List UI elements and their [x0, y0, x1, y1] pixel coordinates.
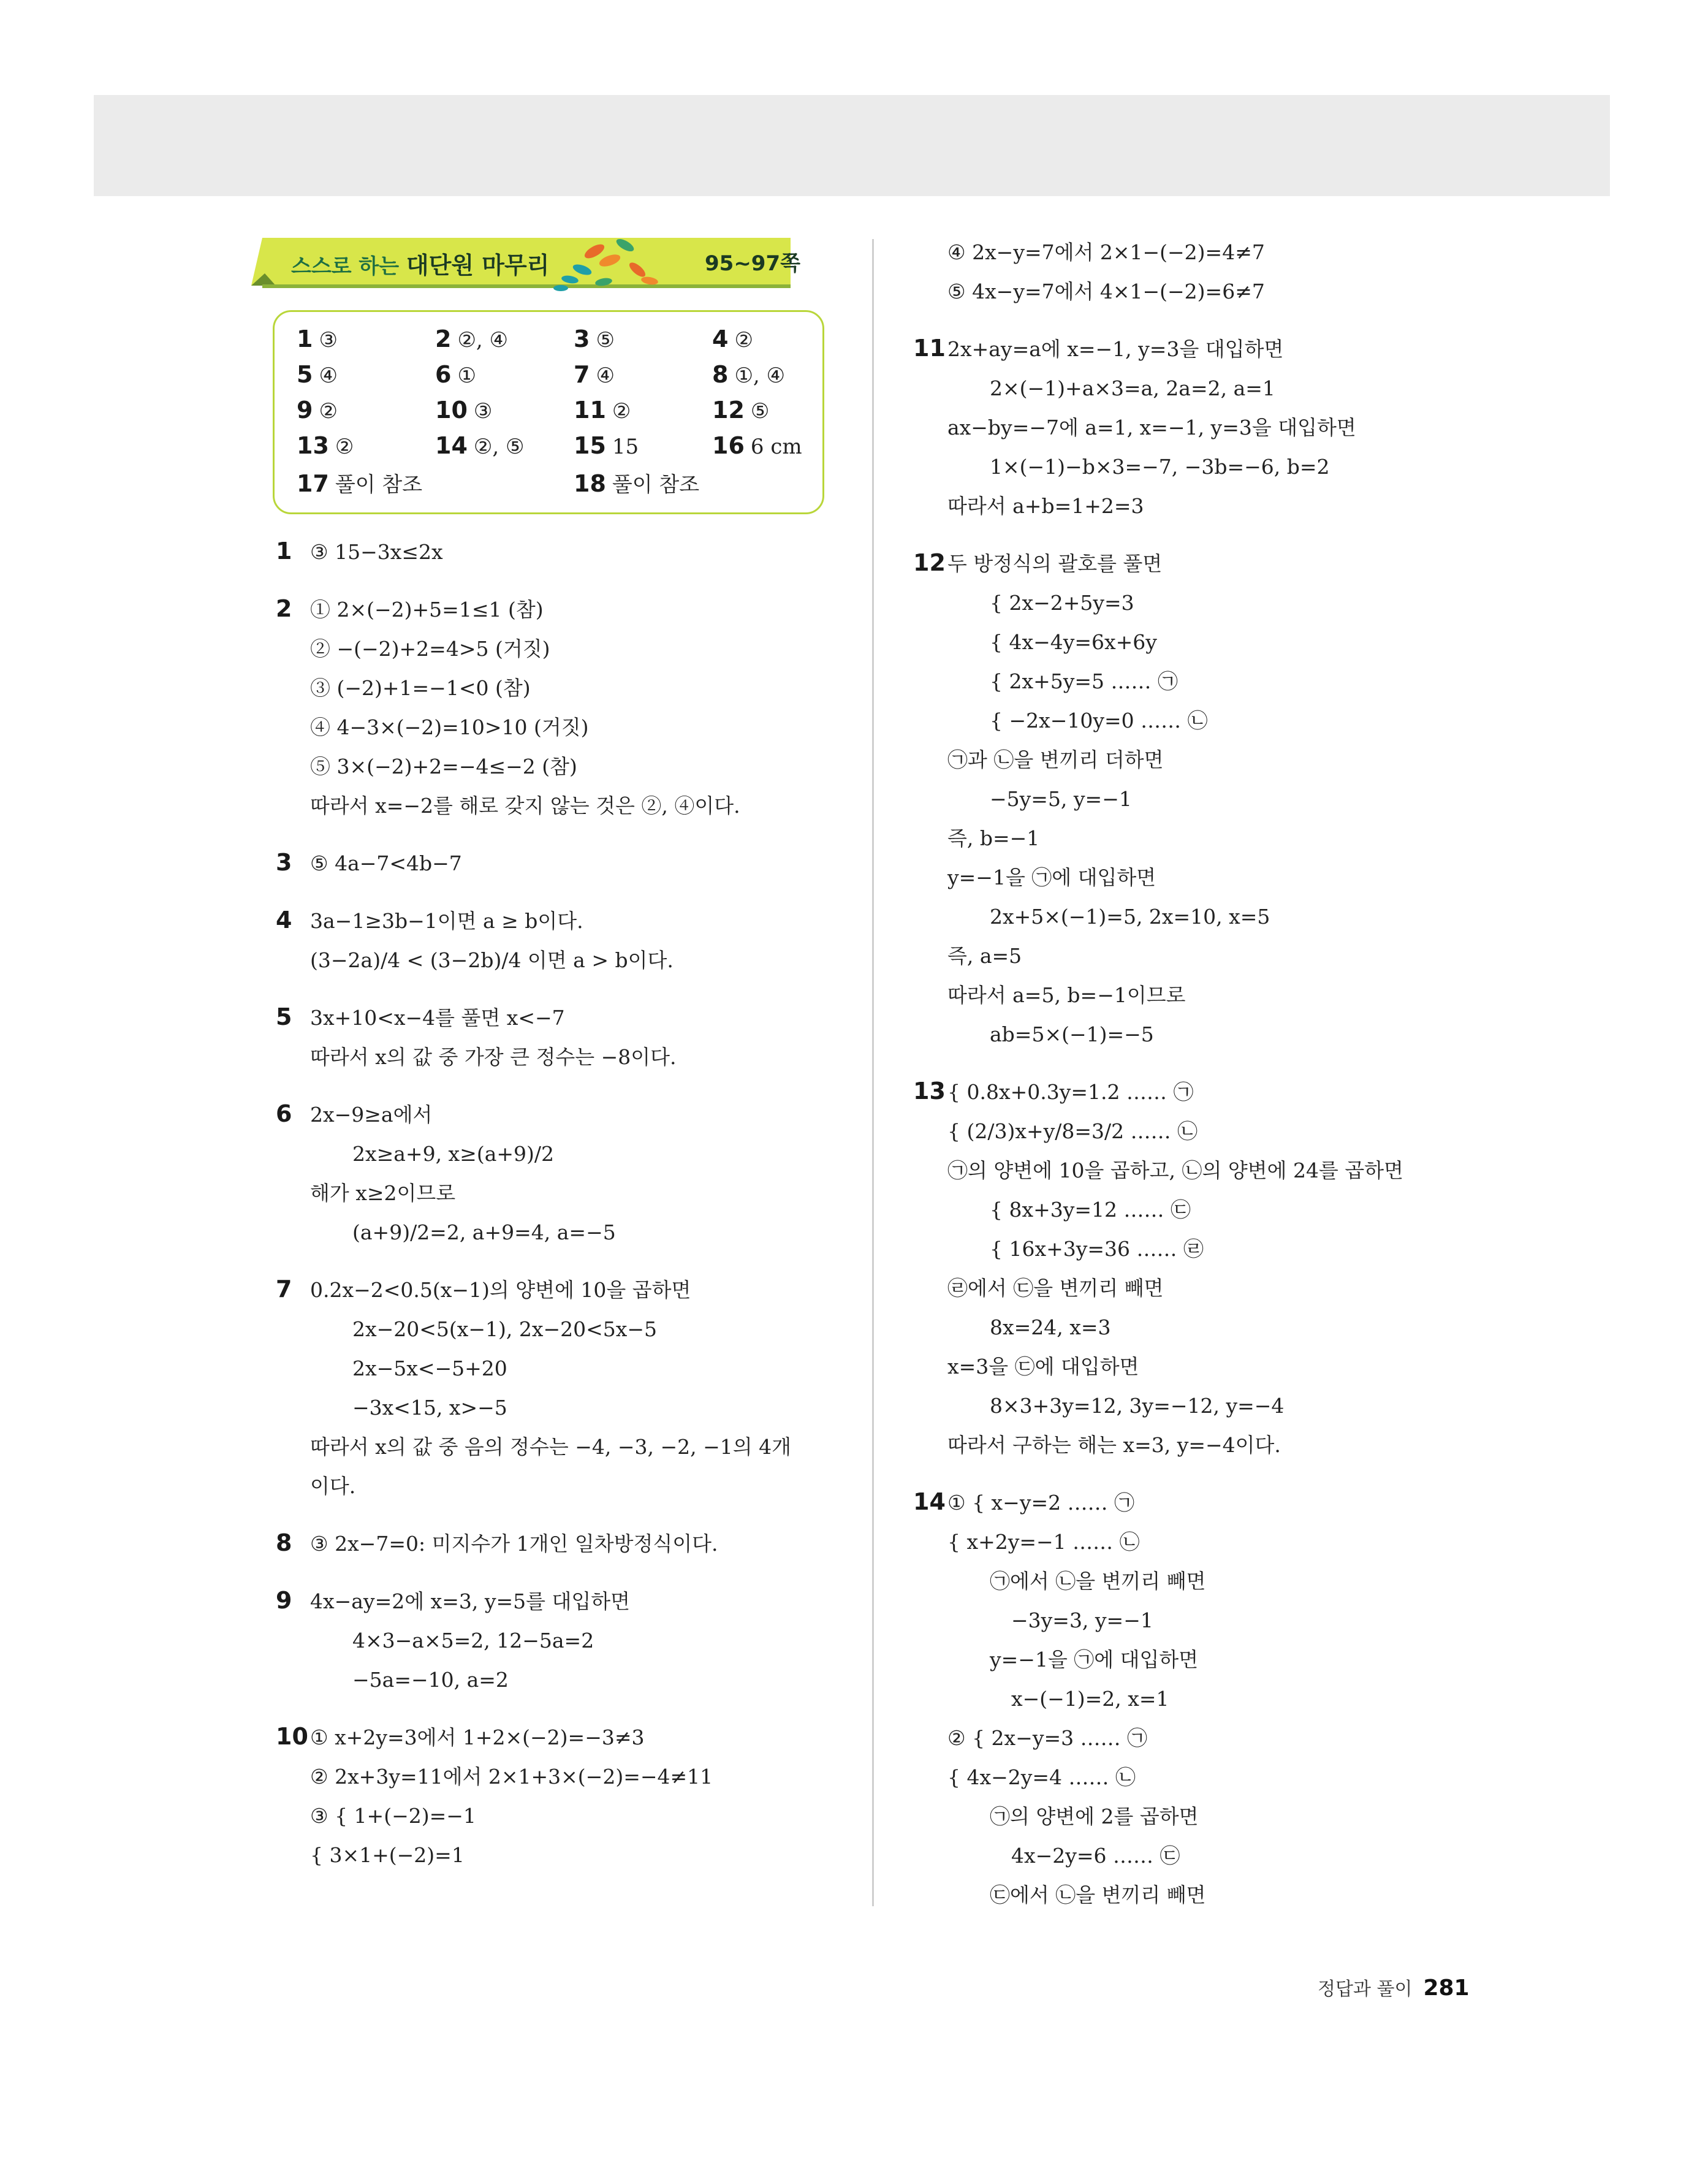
solution-7: 7 0.2x−2<0.5(x−1)의 양변에 10을 곱하면 2x−20<5(x−1), 2x−20<5x−5 2x−5x<−5+20 −3x<15, x>−5 따라서 x의 값 중 음의 정수는 −4, −3, −2, −1의 4개 이다. — [276, 1276, 791, 1498]
banner-pages: 95~97쪽 — [705, 251, 800, 276]
answer-cell: 15 15 — [574, 432, 639, 459]
solution-6: 6 2x−9≥a에서 2x≥a+9, x≥(a+9)/2 해가 x≥2이므로 (a+9)/2=2, a+9=4, a=−5 — [276, 1100, 616, 1244]
page-footer — [1318, 1974, 1470, 2001]
answer-cell: 16 6 cm — [712, 432, 802, 459]
solution-5: 5 3x+10<x−4를 풀면 x<−7 따라서 x의 값 중 가장 큰 정수는 −8이다. — [276, 1003, 677, 1069]
solution-1: 1 ③ 15−3x≤2x — [276, 538, 443, 565]
answer-cell: 18 풀이 참조 — [574, 470, 700, 497]
answer-cell: 7 ④ — [574, 361, 615, 388]
top-header-band — [94, 95, 1610, 196]
solution-9: 9 4x−ay=2에 x=3, y=5를 대입하면 4×3−a×5=2, 12−5a=2 −5a=−10, a=2 — [276, 1587, 630, 1692]
answer-cell: 12 ⑤ — [712, 397, 770, 424]
solution-12: 12두 방정식의 괄호를 풀면 { 2x−2+5y=3 { 4x−4y=6x+6y { 2x+5y=5 …… ㉠ { −2x−10y=0 …… ㉡ ㉠과 ㉡을 변끼리 더하면 −5y=5, y=−1 즉, b=−1 y=−1을 ㉠에 대입하면 2x+5×(−1)=5, 2x=10, x=5 즉, a=5 따라서 a=5, b=−1이므로 ab=5×(−1)=−5 — [913, 549, 1270, 1046]
page-number: 281 — [1423, 1976, 1470, 2001]
answer-cell: 13 ② — [297, 432, 354, 459]
right-column — [913, 233, 1501, 1915]
answer-key-box — [273, 310, 824, 514]
solution-4: 4 3a−1≥3b−1이면 a ≥ b이다. (3−2a)/4 < (3−2b)/4 이면 a > b이다. — [276, 907, 674, 972]
solution-3: 3 ⑤ 4a−7<4b−7 — [276, 849, 462, 876]
solution-11: 112x+ay=a에 x=−1, y=3을 대입하면 2×(−1)+a×3=a, 2a=2, a=1 ax−by=−7에 a=1, x=−1, y=3을 대입하면 1×(−1)−b×3=−7, −3b=−6, b=2 따라서 a+b=1+2=3 — [913, 335, 1356, 518]
section-banner — [251, 233, 803, 292]
answer-cell: 11 ② — [574, 397, 631, 424]
answer-cell: 8 ①, ④ — [712, 361, 786, 388]
banner-title: 스스로 하는 대단원 마무리 — [291, 252, 550, 279]
solution-13: 13{ 0.8x+0.3y=1.2 …… ㉠ { (2/3)x+y/8=3/2 …… ㉡ ㉠의 양변에 10을 곱하고, ㉡의 양변에 24를 곱하면 { 8x+3y=12 …… ㉢ { 16x+3y=36 …… ㉣ ㉣에서 ㉢을 변끼리 빼면 8x=24, x=3 x=3을 ㉢에 대입하면 8×3+3y=12, 3y=−12, y=−4 따라서 구하는 해는 x=3, y=−4이다. — [913, 1078, 1403, 1457]
answer-cell: 10 ③ — [435, 397, 493, 424]
answer-cell: 6 ① — [435, 361, 476, 388]
footer-label: 정답과 풀이 — [1318, 1979, 1413, 2000]
column-divider — [872, 239, 874, 1906]
answer-cell: 1 ③ — [297, 325, 338, 352]
solution-10: 10① x+2y=3에서 1+2×(−2)=−3≠3 ② 2x+3y=11에서 2×1+3×(−2)=−4≠11 ③ { 1+(−2)=−1 { 3×1+(−2)=1 — [276, 1723, 713, 1867]
solution-2: 2 ① 2×(−2)+5=1≤1 (참) ② −(−2)+2=4>5 (거짓) ③ (−2)+1=−1<0 (참) ④ 4−3×(−2)=10>10 (거짓) ⑤ 3×(−2)+2=−4≤−2 (참) 따라서 x=−2를 해로 갖지 않는 것은 ②, ④이다. — [276, 595, 740, 818]
answer-cell: 4 ② — [712, 325, 753, 352]
solution-10-continued: ④ 2x−y=7에서 2×1−(−2)=4≠7 ⑤ 4x−y=7에서 4×1−(−2)=6≠7 — [947, 240, 1265, 303]
answer-cell: 3 ⑤ — [574, 325, 615, 352]
answer-cell: 17 풀이 참조 — [297, 470, 423, 497]
solution-14: 14① { x−y=2 …… ㉠ { x+2y=−1 …… ㉡ ㉠에서 ㉡을 변끼리 빼면 −3y=3, y=−1 y=−1을 ㉠에 대입하면 x−(−1)=2, x=1 ② { 2x−y=3 …… ㉠ { 4x−2y=4 …… ㉡ ㉠의 양변에 2를 곱하면 4x−2y=6 …… ㉢ ㉢에서 ㉡을 변끼리 빼면 — [913, 1488, 1206, 1907]
answer-cell: 14 ②, ⑤ — [435, 432, 525, 459]
answer-cell: 5 ④ — [297, 361, 338, 388]
answer-cell: 2 ②, ④ — [435, 325, 509, 352]
answer-cell: 9 ② — [297, 397, 338, 424]
solution-8: 8 ③ 2x−7=0: 미지수가 1개인 일차방정식이다. — [276, 1529, 718, 1556]
left-column — [276, 233, 840, 1875]
